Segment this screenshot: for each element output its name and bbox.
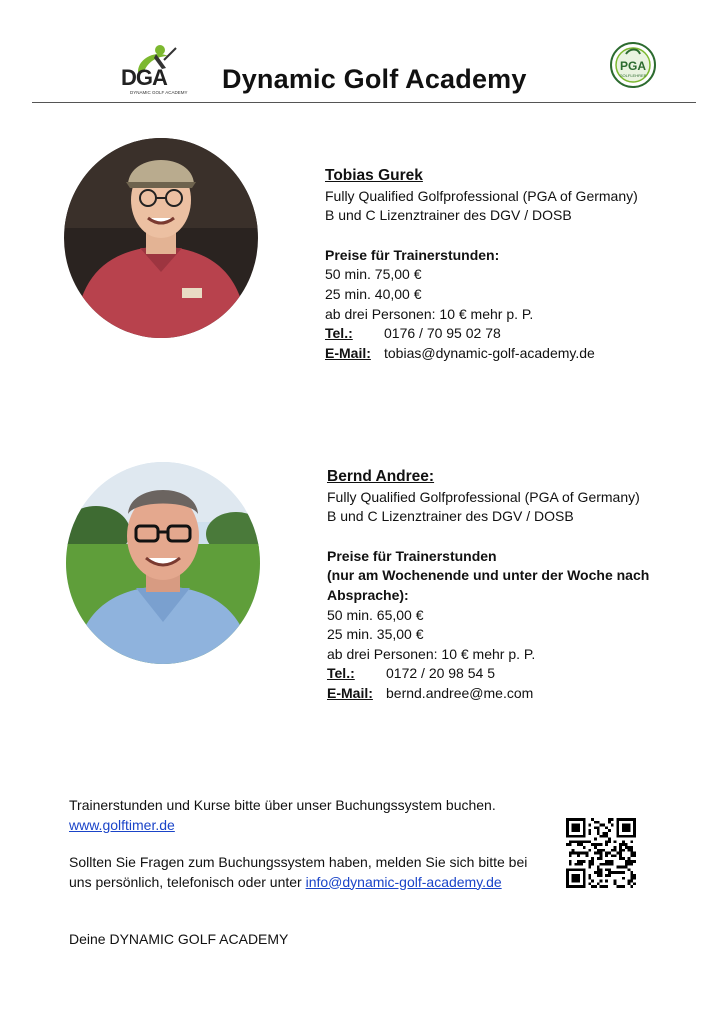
trainer-card-tobias [325, 166, 638, 363]
trainer-license: B und C Lizenztrainer des DGV / DOSB [327, 508, 574, 525]
prices-note-line1: (nur am Wochenende und unter der Woche nach [327, 567, 650, 584]
questions-line1: Sollten Sie Fragen zum Buchungssystem haben, melden Sie sich bitte bei [69, 854, 528, 870]
pga-logo [610, 42, 656, 88]
prices-heading: Preise für Trainerstunden [327, 547, 497, 564]
trainer-qualification: Fully Qualified Golfprofessional (PGA of Germany) [325, 187, 638, 204]
page-title: Dynamic Golf Academy [222, 64, 527, 94]
trainer-name: Tobias Gurek [325, 167, 423, 184]
trainer-photo-tobias [64, 138, 258, 338]
email-label: E-Mail: [325, 344, 371, 361]
questions-line2-row [69, 873, 527, 893]
email-address[interactable]: tobias@dynamic-golf-academy.de [384, 344, 595, 361]
phone-label: Tel.: [325, 325, 353, 342]
price-group: ab drei Personen: 10 € mehr p. P. [325, 305, 534, 322]
booking-text: Trainerstunden und Kurse bitte über unser Buchungssystem buchen. [69, 797, 496, 813]
trainer-license: B und C Lizenztrainer des DGV / DOSB [325, 207, 572, 224]
phone-number[interactable]: 0172 / 20 98 54 5 [386, 665, 495, 682]
contact-email-link[interactable]: info@dynamic-golf-academy.de [305, 873, 502, 890]
price-group: ab drei Personen: 10 € mehr p. P. [327, 645, 536, 662]
phone-number[interactable]: 0176 / 70 95 02 78 [384, 325, 501, 342]
price-25min: 25 min. 35,00 € [327, 626, 424, 643]
prices-note-line2: Absprache): [327, 586, 409, 603]
price-50min: 50 min. 65,00 € [327, 606, 424, 623]
prices-heading: Preise für Trainerstunden: [325, 246, 500, 263]
phone-label: Tel.: [327, 665, 355, 682]
header-divider [32, 102, 696, 103]
dga-logo-subtext: DYNAMIC GOLF ACADEMY [130, 90, 188, 95]
email-row [325, 344, 638, 364]
email-label: E-Mail: [327, 684, 373, 701]
phone-row [325, 324, 638, 344]
price-50min: 50 min. 75,00 € [325, 266, 422, 283]
qr-code[interactable] [566, 818, 636, 888]
trainer-name: Bernd Andree: [327, 468, 435, 485]
phone-row [327, 664, 649, 684]
pga-logo-subtext: GOLFLEHRER [619, 73, 647, 78]
trainer-qualification: Fully Qualified Golfprofessional (PGA of Germany) [327, 488, 640, 505]
pga-logo-text: PGA [619, 59, 647, 73]
questions-line2: uns persönlich, telefonisch oder unter [69, 873, 306, 890]
trainer-card-bernd [327, 467, 649, 704]
signature: Deine DYNAMIC GOLF ACADEMY [69, 931, 289, 947]
trainer-photo-bernd [66, 462, 260, 664]
dga-logo-text: DGA [121, 65, 167, 90]
email-address[interactable]: bernd.andree@me.com [386, 684, 534, 701]
booking-link[interactable]: www.golftimer.de [69, 816, 175, 833]
booking-paragraph [69, 796, 496, 835]
questions-paragraph [69, 853, 527, 892]
email-row [327, 684, 649, 704]
qr-code-graphic [566, 818, 636, 888]
price-25min: 25 min. 40,00 € [325, 285, 422, 302]
dga-logo [116, 38, 188, 96]
